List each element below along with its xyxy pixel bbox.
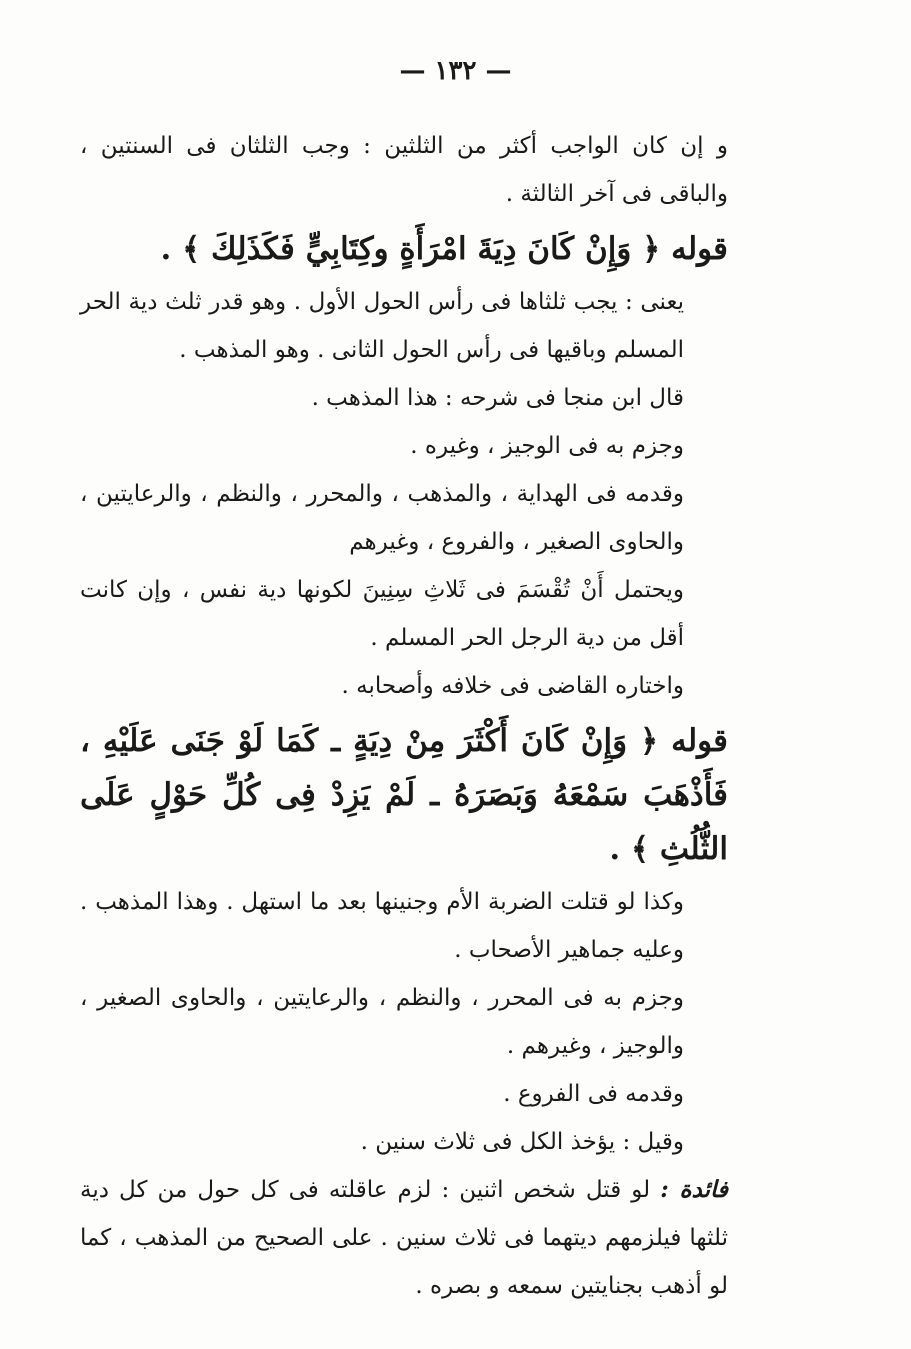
paragraph: وجزم به فى المحرر ، والنظم ، والرعايتين ، والحاوى الصغير ، والوجيز ، وغيرهم .	[80, 985, 684, 1059]
footnote-paragraph	[80, 1166, 728, 1310]
footnote-text: لو قتل شخص اثنين : لزم عاقلته فى كل حول من كل دية ثلثها فيلزمهم ديتهما فى ثلاث سنين . على الصحيح من المذهب ، كما لو أذهب بجنايتين سمعه و بصره .	[80, 1177, 728, 1299]
paragraph: ويحتمل أَنْ تُقْسَمَ فى ثَلاثِ سِنِينَ لكونها دية نفس ، وإن كانت أقل من دية الرجل الحر المسلم .	[80, 577, 684, 651]
footnote-lead: فائدة :	[660, 1176, 729, 1203]
page-number: — ١٣٢ —	[399, 56, 512, 86]
page-body	[80, 122, 728, 1310]
paragraph: وكذا لو قتلت الضربة الأم وجنينها بعد ما استهل . وهذا المذهب . وعليه جماهير الأصحاب .	[80, 889, 684, 963]
paragraph: وجزم به فى الوجيز ، وغيره .	[410, 433, 684, 459]
paragraph: وقدمه فى الهداية ، والمذهب ، والمحرر ، والنظم ، والرعايتين ، والحاوى الصغير ، والفروع ، وغيرهم	[80, 481, 684, 555]
verse-text: ﴿ وَإِنْ كَانَ أَكْثَرَ مِنْ دِيَةٍ ـ كَمَا لَوْ جَنَى عَلَيْهِ ، فَأَذْهَبَ سَمْعَهُ وَبَصَرَهُ ـ لَمْ يَزِدْ فِى كُلِّ حَوْلٍ عَلَى الثُّلُثِ ﴾ .	[80, 723, 728, 867]
verse-text: ﴿ وَإِنْ كَانَ دِيَةَ امْرَأَةٍ وكِتَابِيٍّ فَكَذَلِكَ ﴾ .	[160, 231, 661, 267]
quoted-verse	[80, 714, 728, 876]
quoted-verse	[80, 222, 728, 276]
verse-lead: قوله	[671, 723, 728, 759]
paragraph: وقيل : يؤخذ الكل فى ثلاث سنين .	[360, 1129, 684, 1155]
paragraph: و إن كان الواجب أكثر من الثلثين : وجب الثلثان فى السنتين ، والباقى فى آخر الثالثة .	[80, 133, 728, 207]
paragraph: قال ابن منجا فى شرحه : هذا المذهب .	[311, 385, 684, 411]
paragraph: يعنى : يجب ثلثاها فى رأس الحول الأول . وهو قدر ثلث دية الحر المسلم وباقيها فى رأس الحول الثانى . وهو المذهب .	[80, 289, 684, 363]
verse-lead: قوله	[671, 231, 728, 267]
paragraph: واختاره القاضى فى خلافه وأصحابه .	[341, 673, 684, 699]
paragraph: وقدمه فى الفروع .	[503, 1081, 684, 1107]
